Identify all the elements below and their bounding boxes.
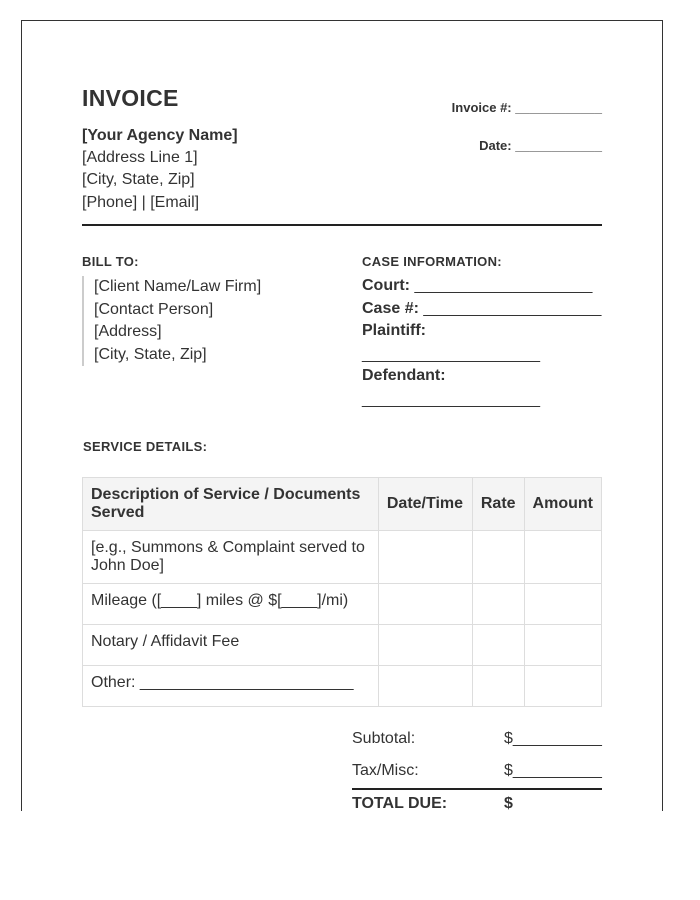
agency-city-state-zip: [City, State, Zip] (82, 171, 195, 188)
totals-divider (352, 788, 602, 790)
bill-to-client: [Client Name/Law Firm] (94, 278, 262, 295)
table-row (83, 531, 602, 584)
court-field[interactable] (362, 277, 592, 295)
row-amount[interactable] (524, 625, 601, 666)
plaintiff-label: Plaintiff: (362, 322, 426, 339)
court-label: Court: (362, 277, 410, 294)
total-due-label: TOTAL DUE: (352, 795, 448, 811)
bill-to-city-state-zip: [City, State, Zip] (94, 345, 207, 363)
row-rate[interactable] (472, 666, 524, 707)
bill-to-address: [Address] (94, 323, 162, 340)
case-number-blank: ____________________ (423, 300, 602, 317)
column-header-amount: Amount (524, 478, 601, 531)
row-date-time[interactable] (378, 625, 472, 666)
case-number-label: Case #: (362, 300, 419, 317)
row-rate[interactable] (472, 584, 524, 625)
tax-value[interactable]: $__________ (504, 762, 602, 779)
defendant-blank[interactable]: ____________________ (362, 391, 540, 408)
row-date-time[interactable] (378, 584, 472, 625)
court-blank: ____________________ (414, 277, 593, 294)
row-description[interactable]: Notary / Affidavit Fee (83, 625, 379, 666)
subtotal-value[interactable]: $__________ (504, 730, 602, 747)
table-row (83, 584, 602, 625)
plaintiff-label-row (362, 322, 426, 340)
header-divider (82, 224, 602, 226)
case-number-field[interactable] (362, 300, 601, 318)
column-header-date-time: Date/Time (378, 478, 472, 531)
table-header-row (83, 478, 602, 531)
row-description[interactable]: Mileage ([____] miles @ $[____]/mi) (83, 584, 379, 625)
plaintiff-blank[interactable]: ____________________ (362, 346, 540, 363)
agency-name: [Your Agency Name] (82, 127, 238, 144)
service-table (82, 477, 602, 707)
tax-label: Tax/Misc: (352, 762, 419, 779)
row-date-time[interactable] (378, 666, 472, 707)
table-row (83, 666, 602, 707)
agency-contact: [Phone] | [Email] (82, 194, 200, 211)
total-due-value[interactable]: $ (504, 795, 513, 811)
bill-to-contact: [Contact Person] (94, 300, 214, 318)
service-details-heading: SERVICE DETAILS: (83, 439, 208, 454)
case-info-heading: CASE INFORMATION: (362, 254, 502, 269)
subtotal-label: Subtotal: (352, 730, 416, 747)
row-date-time[interactable] (378, 531, 472, 584)
column-header-rate: Rate (472, 478, 524, 531)
row-rate[interactable] (472, 531, 524, 584)
row-description[interactable]: [e.g., Summons & Complaint served to John Doe] (83, 531, 379, 584)
agency-address: [Address Line 1] (82, 149, 198, 166)
invoice-page (21, 20, 663, 811)
defendant-label-row (362, 367, 446, 385)
row-description[interactable]: Other: ________________________ (83, 666, 379, 707)
invoice-date-field[interactable]: Date: ____________ (479, 138, 602, 153)
invoice-number-field[interactable]: Invoice #: ____________ (451, 100, 602, 115)
row-rate[interactable] (472, 625, 524, 666)
row-amount[interactable] (524, 531, 601, 584)
row-amount[interactable] (524, 584, 601, 625)
column-header-description: Description of Service / Documents Served (83, 478, 379, 531)
invoice-title: INVOICE (82, 85, 179, 111)
bill-to-block (82, 276, 261, 366)
table-row (83, 625, 602, 666)
bill-to-heading: BILL TO: (82, 254, 139, 269)
row-amount[interactable] (524, 666, 601, 707)
defendant-label: Defendant: (362, 367, 446, 384)
